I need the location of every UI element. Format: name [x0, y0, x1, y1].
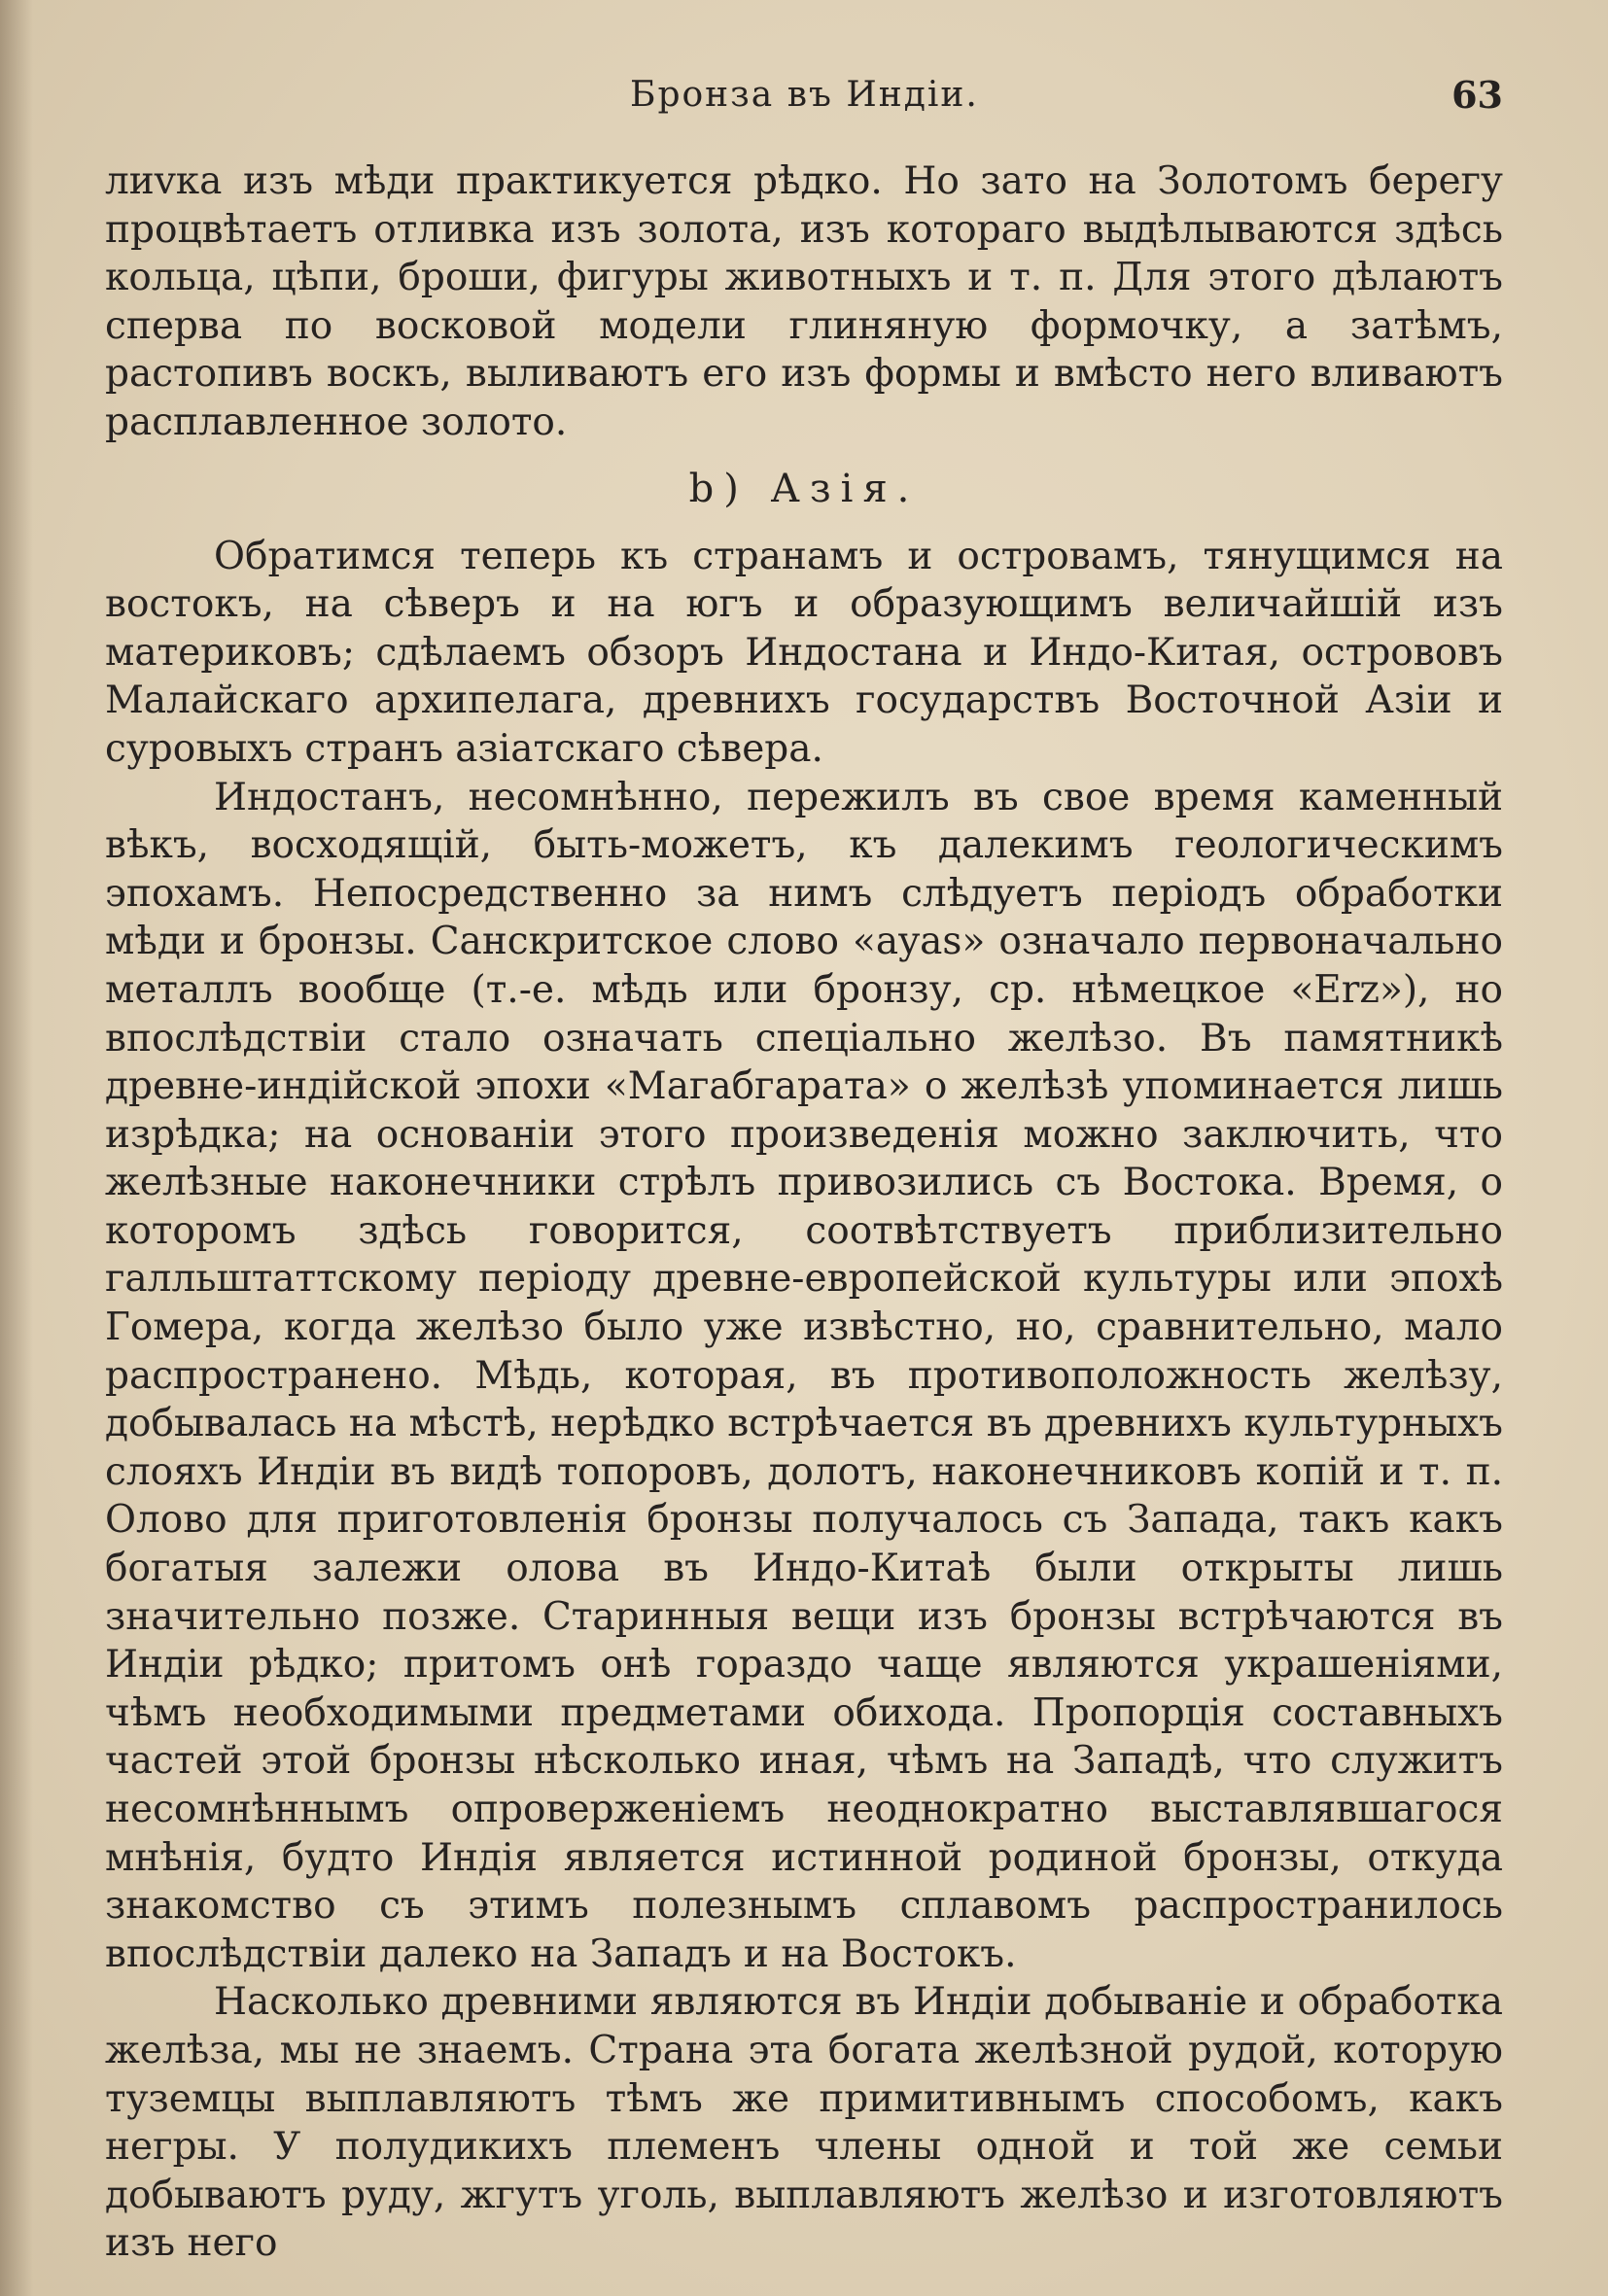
paragraph: Индостанъ, несомнѣнно, пережилъ въ свое время каменный вѣкъ, восходящій, быть-можетъ, къ далекимъ геологическимъ эпохамъ. Непосредственно за нимъ слѣдуетъ періодъ обработки мѣди и бронзы. Санскритское слово «ayas» означало первоначально металлъ вообще (т.-е. мѣдь или бронзу, ср. нѣмецкое «Erz»), но впослѣдствіи стало означать спеціально желѣзо. Въ памятникѣ древне-индійской эпохи «Магабгарата» о желѣзѣ упоминается лишь изрѣдка; на основаніи этого произведенія можно заключить, что желѣзные наконечники стрѣлъ привозились съ Востока. Время, о которомъ здѣсь говорится, соотвѣтствуетъ приблизительно галльштаттскому періоду древне-европейской культуры или эпохѣ Гомера, когда желѣзо было уже извѣстно, но, сравнительно, мало распространено. Мѣдь, которая, въ противоположность желѣзу, добывалась на мѣстѣ, нерѣдко встрѣчается въ древнихъ культурныхъ слояхъ Индіи въ видѣ топоровъ, долотъ, наконечниковъ копій и т. п. Олово для приготовленія бронзы получалось съ Запада, такъ какъ богатыя залежи олова въ Индо-Китаѣ были открыты лишь значительно позже. Старинныя вещи изъ бронзы встрѣчаются въ Индіи рѣдко; притомъ онѣ гораздо чаще являются украшеніями, чѣмъ необходимыми предметами обихода. Пропорція составныхъ частей этой бронзы нѣсколько иная, чѣмъ на Западѣ, что служитъ несомнѣннымъ опроверженіемъ неоднократно выставлявшагося мнѣнія, будто Индія является истинной родиной бронзы, откуда знакомство съ этимъ полезнымъ сплавомъ распространилось впослѣдствіи далеко на Западъ и на Востокъ. — [105, 775, 1503, 1976]
paragraph: Насколько древними являются въ Индіи добываніе и обработка желѣза, мы не знаемъ. Страна эта богата желѣзной рудой, которую туземцы выплавляютъ тѣмъ же примитивнымъ способомъ, какъ негры. У полудикихъ племенъ члены одной и той же семьи добываютъ руду, жгутъ уголь, выплавляютъ желѣзо и изготовляютъ изъ него — [105, 1980, 1503, 2266]
binding-edge-shadow — [0, 0, 33, 2296]
page-number: 63 — [1451, 73, 1503, 117]
running-title: Бронза въ Индіи. — [630, 75, 979, 115]
running-header — [105, 70, 1503, 121]
section-heading: b) Азія. — [688, 466, 920, 511]
paragraph: Обратимся теперь къ странамъ и островамъ, тянущимся на востокъ, на сѣверъ и на югъ и образующимъ величайшій изъ материковъ; сдѣлаемъ обзоръ Индостана и Индо-Китая, острововъ Малайскаго архипелага, древнихъ государствъ Восточной Азіи и суровыхъ странъ азіатскаго сѣвера. — [105, 534, 1503, 771]
body-text — [105, 157, 1503, 2268]
paragraph-continuation: лиvка изъ мѣди практикуется рѣдко. Но зато на Золотомъ берегу процвѣтаетъ отливка изъ золота, изъ котораго выдѣлываются здѣсь кольца, цѣпи, броши, фигуры животныхъ и т. п. Для этого дѣлаютъ сперва по восковой модели глиняную формочку, а затѣмъ, растопивъ воскъ, выливаютъ его изъ формы и вмѣсто него вливаютъ расплавленное золото. — [105, 159, 1503, 444]
